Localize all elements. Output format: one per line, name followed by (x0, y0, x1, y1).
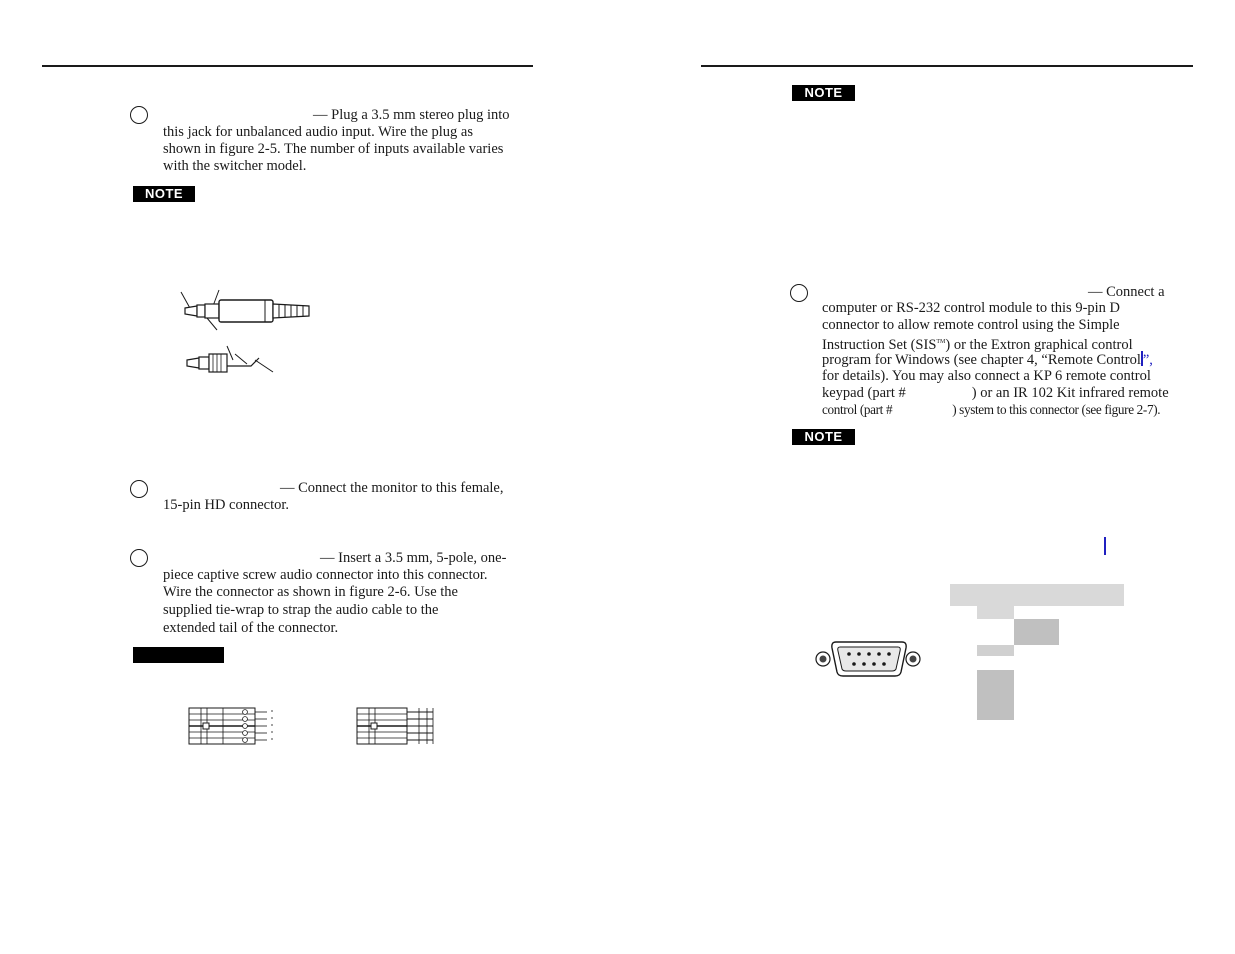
audio-input-line-4: with the switcher model. (163, 158, 307, 174)
pin-table-cell (977, 606, 1014, 619)
monitor-line-1: — Connect the monitor to this female, (280, 480, 504, 496)
rs232-line-2: computer or RS-232 control module to this 9-pin D (822, 300, 1121, 316)
audio-output-line-3: Wire the connector as shown in figure 2-6. Use the (163, 584, 458, 600)
rs232-line-4-pre: Instruction Set (SIS (822, 337, 937, 353)
callout-circle-audio-input (130, 106, 148, 124)
caution-badge (133, 647, 224, 663)
audio-input-line-3: shown in figure 2-5. The number of inputs available varies (163, 141, 504, 157)
rs232-line-5 (822, 351, 1153, 369)
pin-table-header (950, 584, 1124, 606)
rs232-line-1: — Connect a (1088, 284, 1165, 300)
rs232-line-7-pre: keypad (part # (822, 385, 906, 401)
trademark-superscript: TM (936, 339, 946, 345)
rs232-line-5-post: ”, (1142, 352, 1153, 368)
header-rule-right (701, 65, 1193, 67)
rs232-line-4-post: ) or the Extron graphical control (945, 337, 1133, 353)
callout-circle-rs232 (790, 284, 808, 302)
audio-output-line-2: piece captive screw audio connector into this connector. (163, 567, 488, 583)
callout-circle-audio-output (130, 549, 148, 567)
rs232-line-8 (822, 401, 1160, 418)
note-badge-right-top: NOTE (792, 85, 855, 101)
header-rule-left (42, 65, 533, 67)
db9-connector-diagram (814, 638, 924, 680)
text-cursor-marker (1104, 537, 1106, 555)
note-badge-right-2: NOTE (792, 429, 855, 445)
audio-input-line-2: this jack for unbalanced audio input. Wire the plug as (163, 124, 474, 140)
stereo-plug-diagram (175, 288, 320, 378)
rs232-line-8-post: ) system to this connector (see figure 2-7). (952, 402, 1161, 417)
pin-table-cell (977, 670, 1014, 720)
callout-circle-monitor (130, 480, 148, 498)
pin-table-cell (1014, 619, 1059, 645)
rs232-line-6: for details). You may also connect a KP 6 remote control (822, 368, 1151, 384)
rs232-line-3: connector to allow remote control using the Simple (822, 317, 1120, 333)
rs232-line-5-pre: program for Windows (see chapter 4, “Remote Control (822, 352, 1141, 368)
audio-output-line-4: supplied tie-wrap to strap the audio cable to the (163, 602, 439, 618)
monitor-line-2: 15-pin HD connector. (163, 497, 290, 513)
pin-table-cell (977, 645, 1014, 656)
rs232-line-8-pre: control (part # (822, 402, 893, 417)
captive-screw-connector-right (355, 706, 439, 746)
captive-screw-connector-left (187, 706, 277, 746)
rs232-line-7 (822, 385, 1169, 402)
audio-input-line-1: — Plug a 3.5 mm stereo plug into (313, 107, 510, 123)
audio-output-line-1: — Insert a 3.5 mm, 5-pole, one- (320, 550, 507, 566)
note-badge-left-1: NOTE (133, 186, 195, 202)
rs232-line-7-post: ) or an IR 102 Kit infrared remote (971, 385, 1169, 401)
audio-output-line-5: extended tail of the connector. (163, 620, 339, 636)
